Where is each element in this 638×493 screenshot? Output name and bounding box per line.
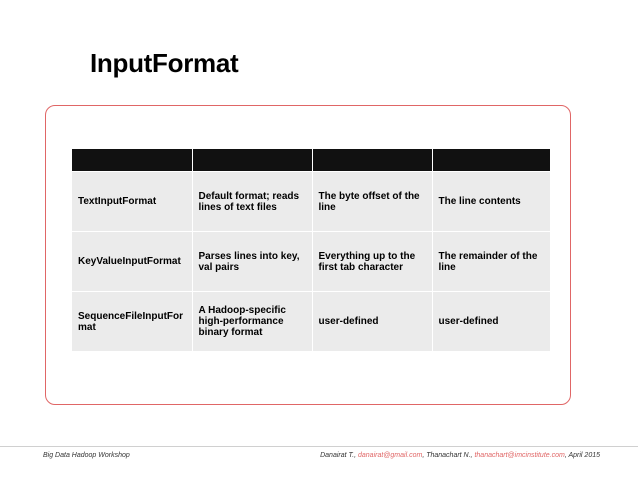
footer-credits [320,452,600,459]
description-cell: A Hadoop-specific high-performance binary format [192,292,312,352]
key-cell: The byte offset of the line [312,172,432,232]
value-cell: The line contents [432,172,550,232]
footer-date: , April 2015 [564,452,600,459]
footer-author-1: Danairat T., [320,452,357,459]
value-cell: The remainder of the line [432,232,550,292]
header-cell [192,149,312,172]
header-cell [72,149,192,172]
description-cell: Parses lines into key, val pairs [192,232,312,292]
footer-workshop-name: Big Data Hadoop Workshop [43,452,130,459]
table-row [72,232,550,292]
value-cell: user-defined [432,292,550,352]
footer-email-2[interactable]: thanachart@imcinstitute.com [474,452,565,459]
format-name-cell: KeyValueInputFormat [72,232,192,292]
table-row [72,292,550,352]
table-row [72,172,550,232]
header-cell [432,149,550,172]
slide-title: InputFormat [90,48,239,78]
header-cell [312,149,432,172]
table-header-row [72,149,550,172]
input-format-table [72,149,550,351]
format-name-cell: TextInputFormat [72,172,192,232]
format-name-cell: SequenceFileInputFor mat [72,292,192,352]
key-cell: Everything up to the first tab character [312,232,432,292]
footer-divider [0,446,638,447]
footer-email-1[interactable]: danairat@gmail.com [358,452,423,459]
description-cell: Default format; reads lines of text files [192,172,312,232]
key-cell: user-defined [312,292,432,352]
footer-author-2: , Thanachart N., [422,452,473,459]
